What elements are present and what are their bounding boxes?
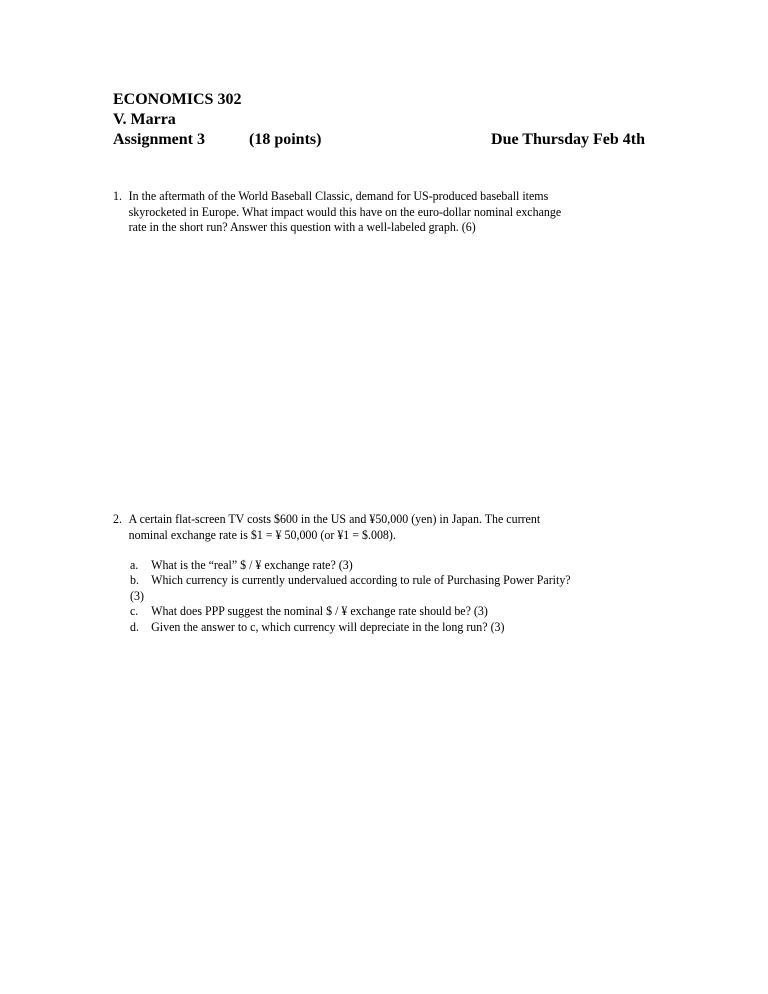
subquestion-text: Which currency is currently undervalued according to rule of Purchasing Power Parity? xyxy=(151,572,571,587)
assignment-label: Assignment 3 xyxy=(113,131,206,148)
assignment-header-row xyxy=(113,130,645,150)
question-text-line: rate in the short run? Answer this question with a well-labeled graph. (6) xyxy=(128,219,476,234)
course-title: ECONOMICS 302 xyxy=(113,91,242,108)
assignment-points: (18 points) xyxy=(249,131,322,148)
subquestion-letter: a. xyxy=(130,557,139,572)
subquestion-text: Given the answer to c, which currency will depreciate in the long run? (3) xyxy=(151,619,505,634)
subquestion-letter: c. xyxy=(130,603,139,618)
question-number: 2. xyxy=(113,511,122,526)
question-text-line: In the aftermath of the World Baseball Classic, demand for US-produced baseball items xyxy=(128,188,549,203)
subquestion-text: What does PPP suggest the nominal $ / ¥ exchange rate should be? (3) xyxy=(151,603,488,618)
question-text-line: nominal exchange rate is $1 = ¥ 50,000 (or ¥1 = $.008). xyxy=(128,526,396,542)
subquestion-letter: b. xyxy=(130,572,139,587)
subquestion-letter: d. xyxy=(130,619,139,634)
due-date: Due Thursday Feb 4th xyxy=(491,131,645,148)
question-text-line: skyrocketed in Europe. What impact would this have on the euro-dollar nominal exchange xyxy=(128,203,562,219)
instructor-name: V. Marra xyxy=(113,111,176,128)
question-number: 1. xyxy=(113,188,122,203)
subquestion-b-points: (3) xyxy=(130,588,144,603)
subquestion-text: What is the “real” $ / ¥ exchange rate? (3) xyxy=(151,557,353,572)
question-text-line: A certain flat-screen TV costs $600 in the US and ¥50,000 (yen) in Japan. The current xyxy=(128,511,541,526)
